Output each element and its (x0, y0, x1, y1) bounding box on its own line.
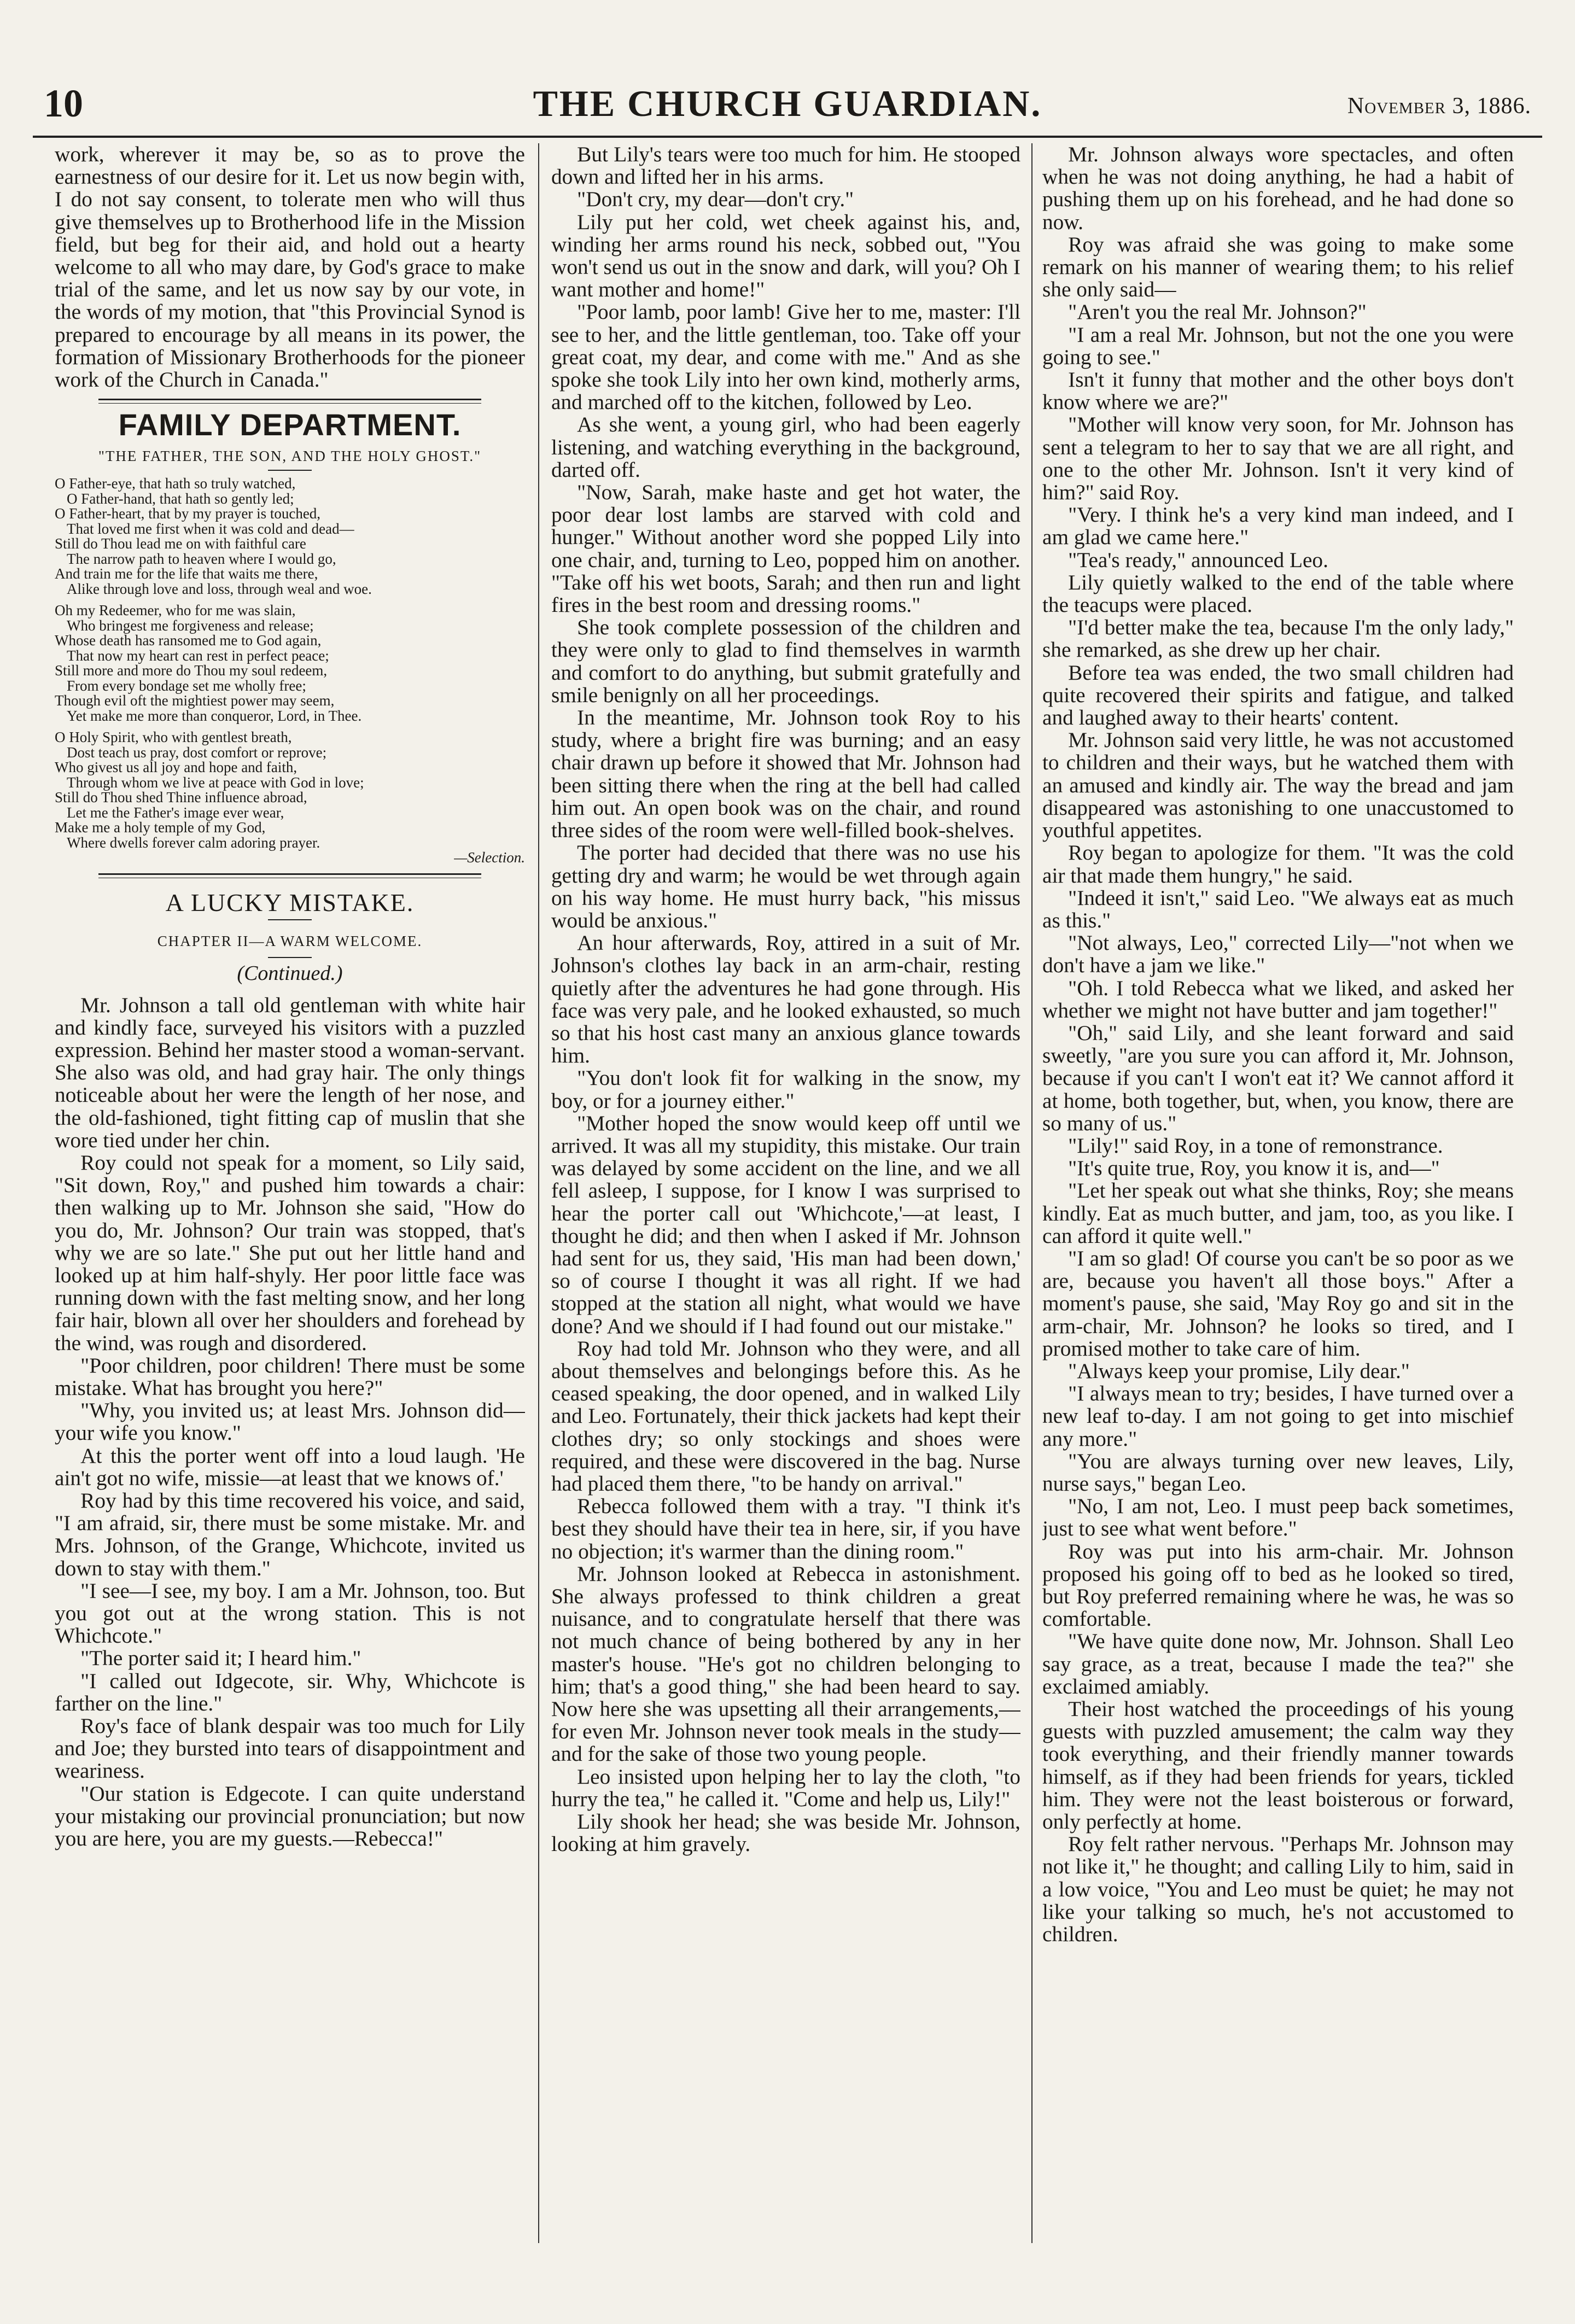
poem-line: O Father-heart, that by my prayer is touched, (55, 505, 321, 522)
story-paragraph: "I called out Idgecote, sir. Why, Whichcote is farther on the line." (55, 1668, 525, 1715)
poem-line: Dost teach us pray, dost comfort or reprove; (67, 744, 327, 761)
poem-line: Though evil oft the mightiest power may seem, (55, 692, 335, 709)
story-paragraph: "I see—I see, my boy. I am a Mr. Johnson, too. But you got out at the wrong station. This is not Whichcote." (55, 1578, 525, 1648)
poem-line: Who bringest me forgiveness and release; (67, 617, 314, 634)
poem-line: Let me the Father's image ever wear, (67, 804, 284, 821)
poem-line: Make me a holy temple of my God, (55, 819, 266, 836)
story-paragraph: "Mother will know very soon, for Mr. Johnson has sent a telegram to her to say that we are all right, and one to the other Mr. Johnson. Isn't it very kind of him?" said Roy. (1042, 412, 1514, 505)
story-paragraph: "Oh. I told Rebecca what we liked, and asked her whether we might not have butter and jam together!" (1042, 976, 1514, 1023)
poem-line: The narrow path to heaven where I would go, (67, 550, 336, 567)
poem-line: Oh my Redeemer, who for me was slain, (55, 602, 296, 619)
story-paragraph: "Don't cry, my dear—don't cry." (577, 187, 854, 212)
story-paragraph: "Tea's ready," announced Leo. (1068, 547, 1328, 572)
poem-line: Still more and more do Thou my soul redeem, (55, 662, 328, 679)
story-paragraph: "Aren't you the real Mr. Johnson?" (1068, 300, 1367, 324)
poem-line: Where dwells forever calm adoring prayer. (67, 834, 320, 851)
story-paragraph: "I'd better make the tea, because I'm the only lady," she remarked, as she drew up her chair. (1042, 615, 1514, 662)
poem-line: Whose death has ransomed me to God again, (55, 632, 322, 649)
story-paragraph: Rebecca followed them with a tray. "I think it's best they should have their tea in here, sir, if you have no objection; it's warmer than the dining room." (551, 1494, 1020, 1563)
poem-line: Who givest us all joy and hope and faith, (55, 759, 298, 776)
story-paragraph: "Very. I think he's a very kind man indeed, and I am glad we came here." (1042, 503, 1514, 550)
page-number: 10 (44, 81, 83, 125)
story-paragraph: At this the porter went off into a loud laugh. 'He ain't got no wife, missie—at least that we knows of.' (55, 1443, 525, 1490)
poem-line: That loved me first when it was cold and dead— (67, 520, 354, 537)
story-paragraph: "Indeed it isn't," said Leo. "We always eat as much as this." (1042, 885, 1514, 932)
story-paragraph: Roy began to apologize for them. "It was the cold air that made them hungry," he said. (1042, 840, 1514, 887)
poem-line: O Holy Spirit, who with gentlest breath, (55, 729, 292, 746)
story-paragraph: Mr. Johnson said very little, he was not accustomed to children and their ways, but he watched them with an amused and kindly air. The way the bread and jam disappeared was astonishing to one unaccustomed to youthful appetites. (1042, 728, 1514, 843)
story-paragraph: Mr. Johnson looked at Rebecca in astonishment. She always professed to think children a great nuisance, and to congratulate herself that there was not much chance of being bothered by any in her master's house. "He's got no children belonging to him; that's a good thing," she had been heard to say. Now here she was upsetting all their arrangements,—for even Mr. Johnson never took meals in the study—and for the sake of those two young people. (551, 1561, 1020, 1766)
story-paragraph: Mr. Johnson always wore spectacles, and often when he was not doing anything, he had a habit of pushing them up on his forehead, and he had done so now. (1042, 143, 1514, 234)
column-2 (551, 143, 1020, 2254)
story-title: A LUCKY MISTAKE. (165, 888, 415, 916)
story-paragraph: The porter had decided that there was no use his getting dry and warm; he would be wet through again on his way home. He must hurry back, "his missus would be anxious." (551, 840, 1020, 932)
story-paragraph: "Why, you invited us; at least Mrs. Johnson did—your wife you know." (55, 1398, 525, 1445)
story-paragraph: "Not always, Leo," corrected Lily—"not when we don't have a jam we like." (1042, 931, 1514, 978)
story-paragraph: "Our station is Edgecote. I can quite understand your mistaking our provincial pronunciation; but now you are here, you are my guests.—Rebecca!" (55, 1781, 525, 1851)
divider (268, 919, 312, 920)
story-paragraph: Their host watched the proceedings of his young guests with puzzled amusement; the calm way they took everything, and their friendly manner towards himself, as if they had been friends for years, tickled him. They were not the least boisterous or forward, only perfectly at home. (1042, 1697, 1514, 1834)
section-heading: FAMILY DEPARTMENT. (118, 407, 462, 442)
section-rule (98, 399, 481, 404)
article-paragraph: work, wherever it may be, so as to prove the earnestness of our desire for it. Let us now begin with, I do not say consent, to tolerate men who will thus give themselves up to Brotherhood life in the Mission field, but beg for their aid, and hold out a hearty welcome to all who may dare, by God's grace to make trial of the same, and let us now say by our vote, in the words of my motion, that "this Provincial Synod is prepared to encourage by all means in its power, the formation of Missionary Brotherhoods for the pioneer work of the Church in Canada." (55, 143, 525, 392)
poem-stanza (55, 603, 525, 723)
poem-line: Alike through love and loss, through weal and woe. (67, 580, 372, 597)
story-paragraph: Isn't it funny that mother and the other boys don't know where we are?" (1042, 367, 1514, 414)
story-paragraph: Lily put her cold, wet cheek against his, and, winding her arms round his neck, sobbed out, "You won't send us out in the snow and dark, will you? Oh I want mother and home!" (551, 209, 1020, 302)
story-paragraph: "Let her speak out what she thinks, Roy; she means kindly. Eat as much butter, and jam, too, as you like. I can afford it quite well." (1042, 1178, 1514, 1248)
poem-line: O Father-hand, that hath so gently led; (67, 490, 294, 507)
poem-line: That now my heart can rest in perfect peace; (67, 647, 329, 664)
story-paragraph: "Mother hoped the snow would keep off until we arrived. It was all my stupidity, this mistake. Our train was delayed by some accident on the line, and we all fell asleep, I suppose, for I know I was surprised to hear the porter call out 'Whichcote,'—at least, I thought he did; and then when I asked if Mr. Johnson had sent for us, they said, 'His man had been down,' so of course I thought it was all right. If we had stopped at the station all night, what would we have done? And we should if I had found out our mistake." (551, 1111, 1020, 1338)
story-paragraph: "Always keep your promise, Lily dear." (1068, 1358, 1410, 1383)
chapter-heading: CHAPTER II—A WARM WELCOME. (157, 933, 423, 950)
poem-line: From every bondage set me wholly free; (67, 677, 306, 694)
story-paragraph: Lily quietly walked to the end of the table where the teacups were placed. (1042, 570, 1514, 617)
story-paragraph: "I am a real Mr. Johnson, but not the one you were going to see." (1042, 322, 1514, 369)
divider (268, 957, 312, 958)
poem-stanza (55, 730, 525, 866)
poem-title: "THE FATHER, THE SON, AND THE HOLY GHOST." (98, 448, 482, 465)
story-paragraph: An hour afterwards, Roy, attired in a suit of Mr. Johnson's clothes lay back in an arm-chair, resting quietly after the adventures he had gone through. His face was very pale, and he looked exhausted, so much so that his host cast many an anxious glance towards him. (551, 931, 1020, 1068)
divider (268, 470, 312, 471)
story-paragraph: But Lily's tears were too much for him. He stooped down and lifted her in his arms. (551, 143, 1020, 189)
story-paragraph: "Lily!" said Roy, in a tone of remonstrance. (1068, 1133, 1443, 1158)
story-paragraph: "The porter said it; I heard him." (80, 1646, 361, 1671)
poem-credit: —Selection. (454, 849, 525, 866)
story-paragraph: Mr. Johnson a tall old gentleman with white hair and kindly face, surveyed his visitors with a puzzled expression. Behind her master stood a woman-servant. She also was old, and had gray hair. The only things noticeable about her were the length of her nose, and the old-fashioned, tight fitting cap of muslin that she wore tied under her chin. (55, 992, 525, 1152)
story-paragraph: "Poor children, poor children! There must be some mistake. What has brought you here?" (55, 1353, 525, 1400)
column-3 (1042, 143, 1514, 2254)
story-paragraph: As she went, a young girl, who had been eagerly listening, and watching everything in the background, darted off. (551, 412, 1020, 482)
story-paragraph: In the meantime, Mr. Johnson took Roy to his study, where a bright fire was burning; and an easy chair drawn up before it showed that Mr. Johnson had been sitting there when the ring at the bell had called him out. An open book was on the chair, and round three sides of the room were well-filled book-shelves. (551, 705, 1020, 843)
poem-line: Still do Thou lead me on with faithful care (55, 535, 306, 552)
continued-label: (Continued.) (237, 962, 343, 985)
story-paragraph: Roy felt rather nervous. "Perhaps Mr. Johnson may not like it," he thought; and calling Lily to him, said in a low voice, "You and Leo must be quiet; he may not like your talking so much, he's not accustomed to children. (1042, 1832, 1514, 1947)
story-paragraph: Before tea was ended, the two small children had quite recovered their spirits and fatigue, and talked and laughed away to their hearts' content. (1042, 660, 1514, 730)
story-paragraph: "No, I am not, Leo. I must peep back sometimes, just to see what went before." (1042, 1494, 1514, 1541)
story-paragraph: She took complete possession of the children and they were only to glad to find themselves in warmth and comfort to do anything, but submit gratefully and smile benignly on all her proceedings. (551, 615, 1020, 707)
column-divider (1031, 143, 1032, 2243)
story-paragraph: Roy had told Mr. Johnson who they were, and all about themselves and belongings before this. As he ceased speaking, the door opened, and in walked Lily and Leo. Fortunately, their thick jackets had kept their clothes dry; so only stockings and shoes were required, and these were discovered in the bag. Nurse had placed them there, "to be handy on arrival." (551, 1336, 1020, 1496)
story-paragraph: Roy was put into his arm-chair. Mr. Johnson proposed his going off to bed as he looked so tired, but Roy preferred remaining where he was, he was so comfortable. (1042, 1539, 1514, 1631)
poem-line: Yet make me more than conqueror, Lord, in Thee. (67, 707, 362, 724)
story-paragraph: "Now, Sarah, make haste and get hot water, the poor dear lost lambs are starved with cold and hunger." Without another word she popped Lily into one chair, and, turning to Leo, popped him on another. "Take off his wet boots, Sarah; and then run and light fires in the best room and dressing rooms." (551, 480, 1020, 617)
poem-line: O Father-eye, that hath so truly watched, (55, 475, 296, 492)
column-1 (55, 143, 525, 2254)
column-divider (538, 143, 539, 2243)
poem-line: And train me for the life that waits me there, (55, 565, 318, 582)
story-paragraph: Leo insisted upon helping her to lay the cloth, "to hurry the tea," he called it. "Come and help us, Lily!" (551, 1764, 1020, 1811)
story-paragraph: Roy had by this time recovered his voice, and said, "I am afraid, sir, there must be some mistake. Mr. and Mrs. Johnson, of the Grange, Whichcote, invited us down to stay with them." (55, 1488, 525, 1580)
masthead (33, 70, 1542, 138)
story-paragraph: "Poor lamb, poor lamb! Give her to me, master: I'll see to her, and the little gentleman, too. Take off your great coat, my dear, and come with me." And as she spoke she took Lily into her own kind, motherly arms, and marched off to the kitchen, followed by Leo. (551, 300, 1020, 414)
story-paragraph: "You don't look fit for walking in the snow, my boy, or for a journey either." (551, 1066, 1020, 1113)
story-paragraph: "It's quite true, Roy, you know it is, and—" (1068, 1156, 1440, 1181)
section-rule (98, 873, 481, 878)
issue-date: November 3, 1886. (1347, 94, 1531, 119)
poem-line: Through whom we live at peace with God in love; (67, 774, 364, 791)
story-paragraph: Roy could not speak for a moment, so Lily said, "Sit down, Roy," and pushed him towards a chair: then walking up to Mr. Johnson she said, "How do you do, Mr. Johnson? Our train was stopped, that's why we are so late." She put out her little hand and looked up at him half-shyly. Her poor little face was running down with the fast melting snow, and her long fair hair, blown all over her shoulders and forehead by the wind, was rough and disordered. (55, 1150, 525, 1355)
poem-stanza (55, 476, 525, 597)
story-paragraph: "You are always turning over new leaves, Lily, nurse says," began Leo. (1042, 1449, 1514, 1496)
story-paragraph: "I always mean to try; besides, I have turned over a new leaf to-day. I am not going to get into mischief any more." (1042, 1381, 1514, 1451)
story-paragraph: "We have quite done now, Mr. Johnson. Shall Leo say grace, as a treat, because I made the tea?" she exclaimed amiably. (1042, 1629, 1514, 1698)
story-paragraph: "I am so glad! Of course you can't be so poor as we are, because you haven't all those boys." After a moment's pause, she said, 'May Roy go and sit in the arm-chair, Mr. Johnson? he looks so tired, and I promised mother to take care of him. (1042, 1246, 1514, 1360)
poem-line: Still do Thou shed Thine influence abroad, (55, 789, 307, 806)
story-paragraph: "Oh," said Lily, and she leant forward and said sweetly, "are you sure you can afford it, Mr. Johnson, because if you can't I won't eat it? We cannot afford it at home, both together, but, when, you know, there are so many of us." (1042, 1020, 1514, 1135)
story-paragraph: Roy was afraid she was going to make some remark on his manner of wearing them; to his relief she only said— (1042, 232, 1514, 302)
story-paragraph: Lily shook her head; she was beside Mr. Johnson, looking at him gravely. (551, 1809, 1020, 1856)
newspaper-title: THE CHURCH GUARDIAN. (533, 83, 1042, 124)
story-paragraph: Roy's face of blank despair was too much for Lily and Joe; they bursted into tears of disappointment and weariness. (55, 1714, 525, 1783)
